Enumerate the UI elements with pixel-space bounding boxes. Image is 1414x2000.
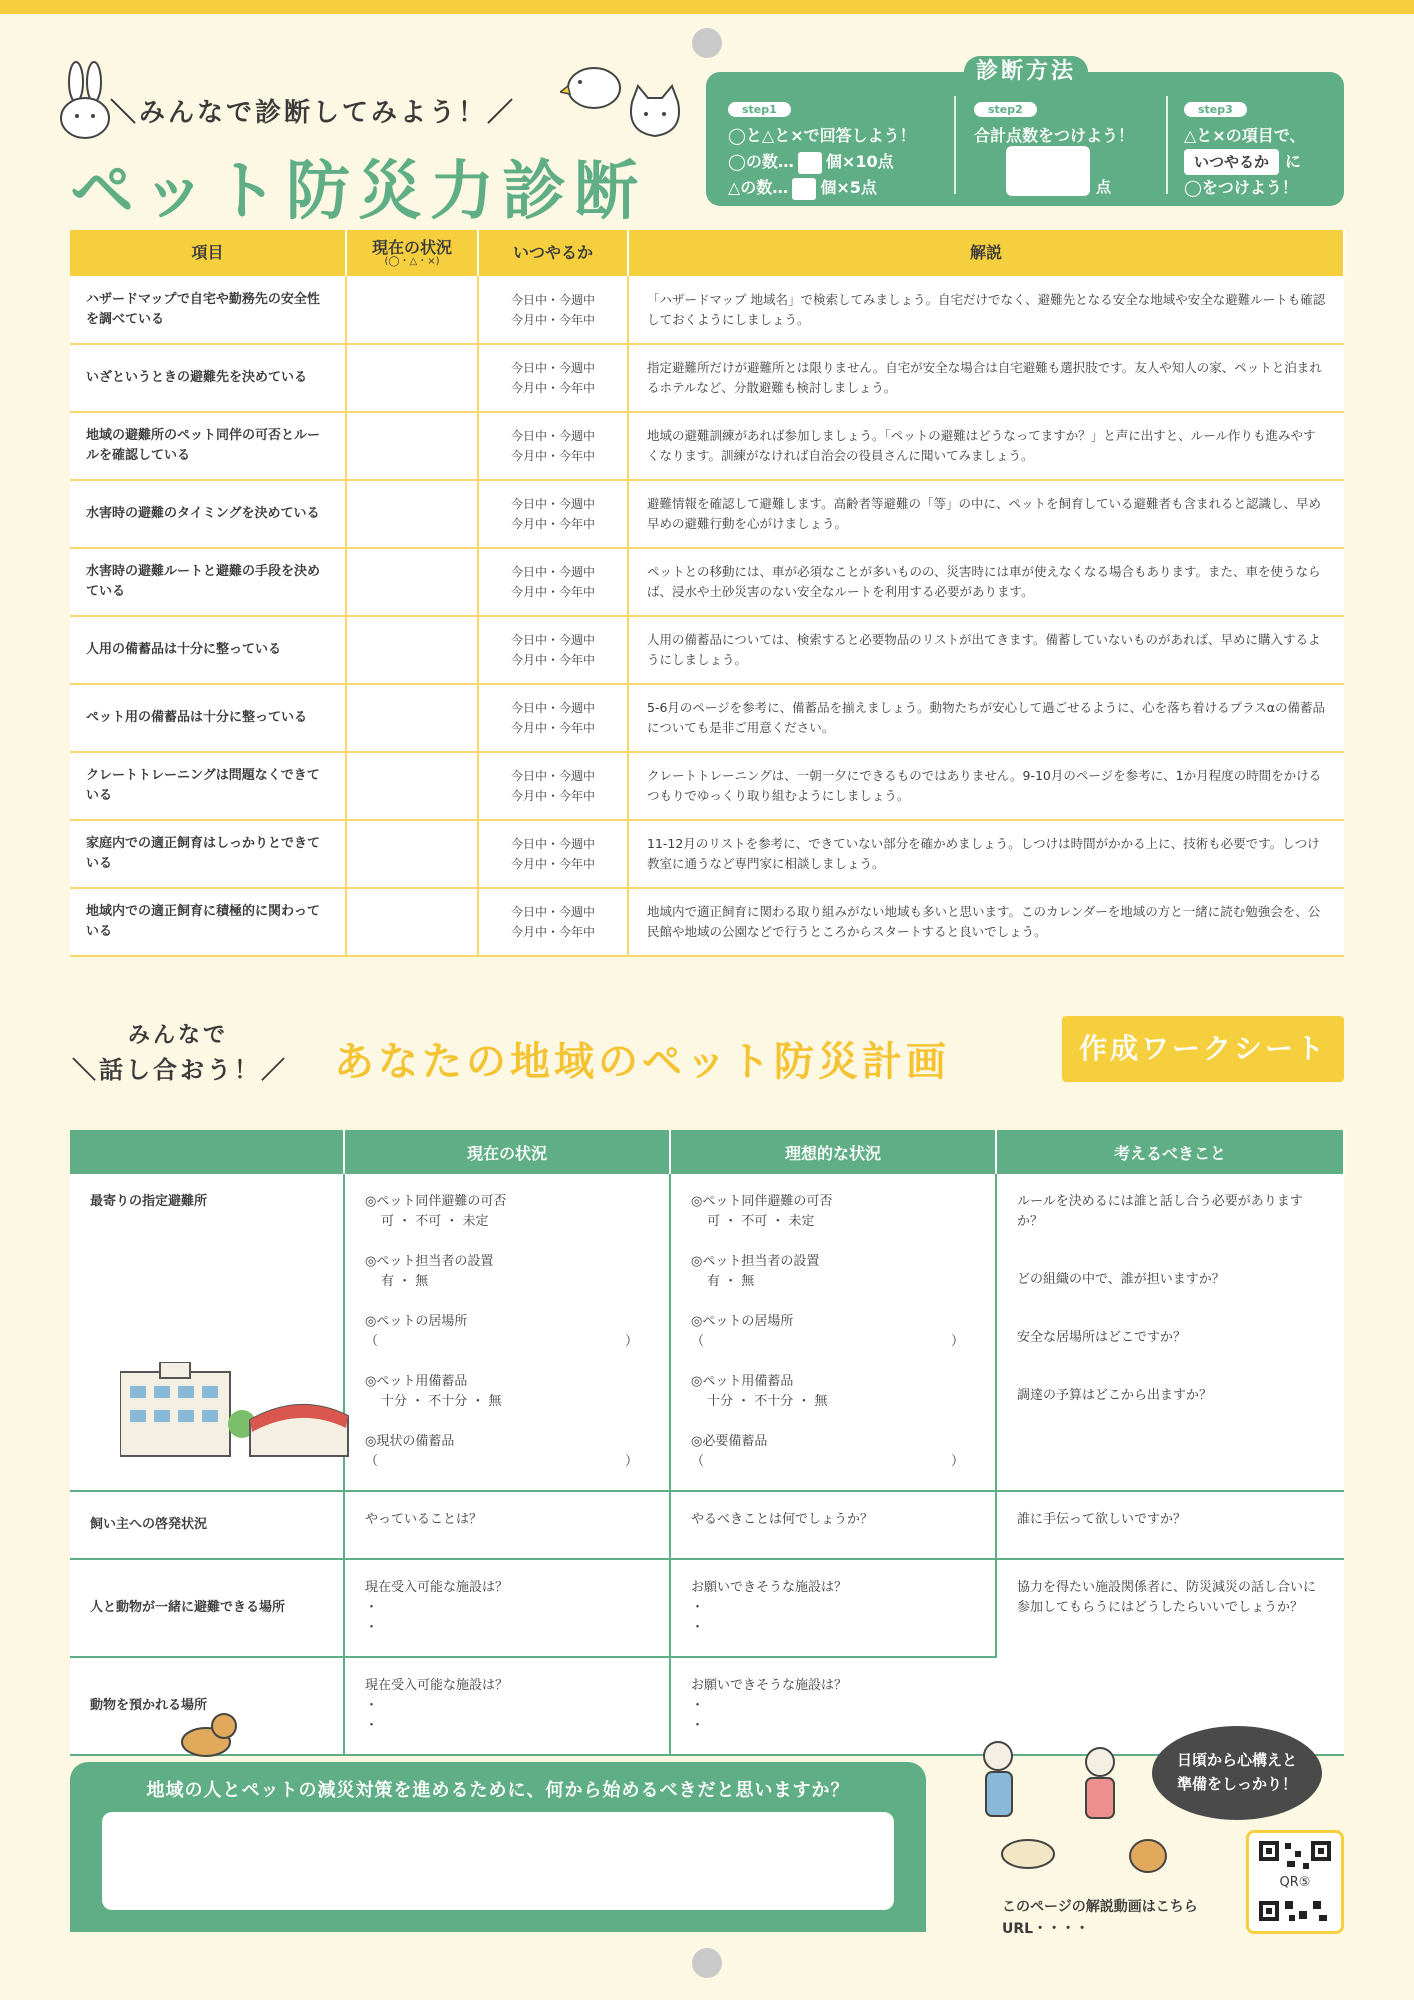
header-when: いつやるか [478,230,628,276]
current-accompany-options[interactable]: 可 ・ 不可 ・ 未定 [381,1214,489,1229]
total-score-box[interactable] [1006,146,1090,196]
diagnosis-row [70,412,1344,480]
ideal-place-field[interactable]: （ ） [691,1334,965,1349]
status-answer-cell[interactable] [346,684,478,752]
diagnosis-row [70,276,1344,344]
diagnosis-explanation: 「ハザードマップ 地域名」で検索してみましょう。自宅だけでなく、避難先となる安全な地域や安全な避難ルートも確認しておくようにしましょう。 [628,276,1344,344]
step3-instruction-2: ◯をつけよう！ [1184,178,1298,197]
when-option-line[interactable]: 今月中・今年中 [510,857,595,871]
step3-particle: に [1285,152,1302,171]
worksheet-header-current: 現在の状況 [344,1130,670,1174]
current-q-staff: ◎ペット担当者の設置 [365,1254,494,1269]
top-accent-bar [0,0,1414,14]
triangle-count-label: △の数… [728,178,789,197]
when-options[interactable] [478,684,628,752]
bullet: ・ [691,1600,705,1615]
ideal-accompany-options[interactable]: 可 ・ 不可 ・ 未定 [707,1214,815,1229]
section2-subtitle-1: みんなで [128,1023,229,1048]
diagnosis-item: 地域の避難所のペット同伴の可否とルールを確認している [70,412,346,480]
ideal-q-accompany: ◎ペット同伴避難の可否 [691,1194,833,1209]
think-item: どの組織の中で、誰が担いますか？ [1017,1272,1225,1287]
status-answer-cell[interactable] [346,480,478,548]
circle-points: 個×10点 [825,152,894,171]
together-current[interactable] [344,1559,670,1657]
when-option-line[interactable]: 今日中・今週中 [510,361,595,375]
worksheet-row-together [70,1559,1344,1657]
header-status-label: 現在の状況 [371,237,452,257]
section2-title: あなたの地域のペット防災計画 [334,1039,950,1085]
when-options[interactable] [478,616,628,684]
step3-label: step3 [1184,102,1247,117]
bullet: ・ [691,1698,705,1713]
bullet: ・ [365,1718,379,1733]
bird-illustration-icon [560,56,630,116]
discussion-answer-field[interactable] [102,1812,894,1910]
status-answer-cell[interactable] [346,344,478,412]
when-option-line[interactable]: 今日中・今週中 [510,769,595,783]
step1-triangle-count [728,175,916,201]
step1-label: step1 [728,102,791,117]
method-divider [954,96,956,194]
diagnosis-explanation: クレートトレーニングは、一朝一夕にできるものではありません。9-10月のページを参考に、1か月程度の時間をかけるつもりでゆっくり取り組むようにしましょう。 [628,752,1344,820]
page-title: ペット防災力診断 [70,155,646,229]
when-option-line[interactable]: 今日中・今週中 [510,565,595,579]
boarding-ideal-q: お願いできそうな施設は？ [691,1678,848,1693]
diagnosis-item: 地域内での適正飼育に積極的に関わっている [70,888,346,956]
header-status-note: (◯・△・×) [384,256,440,268]
when-option-line[interactable]: 今月中・今年中 [510,381,595,395]
status-answer-cell[interactable] [346,412,478,480]
diagnosis-item: 家庭内での適正飼育はしっかりとできている [70,820,346,888]
when-option-line[interactable]: 今月中・今年中 [510,789,595,803]
when-options[interactable] [478,276,628,344]
header-item: 項目 [70,230,346,276]
awareness-label: 飼い主への啓発状況 [70,1491,344,1559]
boarding-current[interactable] [344,1657,670,1755]
ideal-supplies-options[interactable]: 十分 ・ 不十分 ・ 無 [707,1394,828,1409]
diagnosis-row [70,548,1344,616]
status-answer-cell[interactable] [346,888,478,956]
worksheet-tag: 作成ワークシート [1062,1016,1344,1082]
current-q-supplies: ◎ペット用備蓄品 [365,1374,468,1389]
header-subtitle: ＼みんなで診断してみよう！／ [110,98,517,128]
boarding-current-q: 現在受入可能な施設は？ [365,1678,509,1693]
when-option-line[interactable]: 今日中・今週中 [510,633,595,647]
bullet: ・ [691,1620,705,1635]
when-options[interactable] [478,480,628,548]
video-note-line: このページの解説動画はこちら [1002,1899,1198,1915]
worksheet-table [70,1130,1345,1756]
qr-code[interactable] [1246,1830,1344,1934]
when-option-line[interactable]: 今月中・今年中 [510,653,595,667]
think-item: ルールを決めるには誰と話し合う必要がありますか？ [1017,1194,1303,1229]
diagnosis-item: 水害時の避難のタイミングを決めている [70,480,346,548]
status-answer-cell[interactable] [346,616,478,684]
bullet: ・ [691,1718,705,1733]
when-options[interactable] [478,752,628,820]
score-unit: 点 [1096,178,1112,196]
step1-circle-count [728,149,916,175]
status-answer-cell[interactable] [346,820,478,888]
step3-instruction: △と×の項目で、 [1184,126,1306,145]
diagnosis-row [70,616,1344,684]
diagnosis-item: ペット用の備蓄品は十分に整っている [70,684,346,752]
qr-pattern-icon [1259,1841,1331,1871]
diagnosis-explanation: 地域の避難訓練があれば参加しましょう。「ペットの避難はどうなってますか？」と声に出すと、ルール作りも進みやすくなります。訓練がなければ自治会の役員さんに聞いてみましょう。 [628,412,1344,480]
shelter-label-text: 最寄りの指定避難所 [90,1194,208,1209]
when-option-line[interactable]: 今月中・今年中 [510,449,595,463]
status-answer-cell[interactable] [346,752,478,820]
boarding-label: 動物を預かれる場所 [70,1657,344,1755]
current-q-stock: ◎現状の備蓄品 [365,1434,455,1449]
awareness-think: 誰に手伝って欲しいですか？ [996,1491,1344,1559]
diagnosis-header-row [70,230,1344,276]
diagnosis-item: 人用の備蓄品は十分に整っている [70,616,346,684]
diagnosis-row [70,684,1344,752]
ideal-stock-field[interactable]: （ ） [691,1454,965,1469]
ideal-q-place: ◎ペットの居場所 [691,1314,794,1329]
worksheet-row-shelter [70,1174,1344,1491]
diagnosis-explanation: 11-12月のリストを参考に、できていない部分を確かめましょう。しつけは時間がかかる上に、技術も必要です。しつけ教室に通うなど専門家に相談しましょう。 [628,820,1344,888]
header-status [346,230,478,276]
worksheet-header-ideal: 理想的な状況 [670,1130,996,1174]
section2-subtitle-2: ＼話し合おう！／ [72,1056,288,1084]
current-q-place: ◎ペットの居場所 [365,1314,468,1329]
shelter-ideal [670,1174,996,1491]
when-option-line[interactable]: 今月中・今年中 [510,721,595,735]
bubble-line: 準備をしっかり！ [1176,1775,1297,1793]
when-options[interactable] [478,548,628,616]
together-current-q: 現在受入可能な施設は？ [365,1580,509,1595]
video-url[interactable]: URL・・・・ [1002,1921,1090,1937]
discussion-box [70,1762,926,1932]
current-supplies-options[interactable]: 十分 ・ 不十分 ・ 無 [381,1394,502,1409]
when-options[interactable] [478,412,628,480]
method-divider [1166,96,1168,194]
shelter-think [996,1174,1344,1491]
when-option-line[interactable]: 今月中・今年中 [510,925,595,939]
diagnosis-explanation: 5-6月のページを参考に、備蓄品を揃えましょう。動物たちが安心して過ごせるように、心を落ち着けるプラスαの備蓄品についても是非ご用意ください。 [628,684,1344,752]
together-ideal-q: お願いできそうな施設は？ [691,1580,848,1595]
think-item: 安全な居場所はどこですか？ [1017,1330,1187,1345]
diagnosis-method-panel [706,59,1344,206]
qr-pattern-icon [1259,1897,1331,1927]
step2-label: step2 [974,102,1037,117]
bubble-line: 日頃から心構えと [1176,1751,1297,1769]
status-answer-cell[interactable] [346,548,478,616]
when-option-line[interactable]: 今日中・今週中 [510,701,595,715]
step2-instruction: 合計点数をつけよう！ [974,126,1135,145]
method-step3 [1184,98,1305,201]
together-label: 人と動物が一緒に避難できる場所 [70,1559,344,1657]
diagnosis-explanation: 指定避難所だけが避難所とは限りません。自宅が安全な場合は自宅避難も選択肢です。友人や知人の家、ペットと泊まれるホテルなど、分散避難も検討しましょう。 [628,344,1344,412]
think-item: 調達の予算はどこから出ますか？ [1017,1388,1213,1403]
binding-hole-bottom [692,1948,722,1978]
when-option-line[interactable]: 今月中・今年中 [510,517,595,531]
diagnosis-row [70,480,1344,548]
when-options[interactable] [478,344,628,412]
cat-illustration-icon [622,84,688,144]
bullet: ・ [365,1620,379,1635]
when-option-line[interactable]: 今月中・今年中 [510,585,595,599]
diagnosis-item: 水害時の避難ルートと避難の手段を決めている [70,548,346,616]
when-option-line[interactable]: 今日中・今週中 [510,837,595,851]
worksheet-header-row [70,1130,1344,1174]
diagnosis-explanation: 地域内で適正飼育に関わる取り組みがない地域も多いと思います。このカレンダーを地域の方と一緒に読む勉強会を、公民館や地域の公園などで行うところからスタートすると良いでしょう。 [628,888,1344,956]
diagnosis-explanation: ペットとの移動には、車が必須なことが多いものの、災害時には車が使えなくなる場合もあります。また、車を使うならば、浸水や土砂災害のない安全なルートを利用する必要があります。 [628,548,1344,616]
method-step2 [974,98,1134,149]
ideal-staff-options[interactable]: 有 ・ 無 [707,1274,755,1289]
when-option-line[interactable]: 今月中・今年中 [510,312,595,327]
bullet: ・ [365,1698,379,1713]
bullet: ・ [365,1600,379,1615]
discussion-question: 地域の人とペットの減災対策を進めるために、何から始めるべきだと思いますか？ [146,1780,850,1801]
header-explanation: 解説 [628,230,1344,276]
when-options[interactable] [478,820,628,888]
qr-label: QR⑤ [1279,1875,1311,1890]
step3-tag-line [1184,149,1305,175]
shelter-current [344,1174,670,1491]
current-q-accompany: ◎ペット同伴避難の可否 [365,1194,507,1209]
method-title: 診断方法 [964,56,1088,88]
facility-think: 協力を得たい施設関係者に、防災減災の話し合いに参加してもらうにはどうしたらいいでしょうか？ [996,1559,1344,1755]
diagnosis-row [70,820,1344,888]
boarding-ideal[interactable] [670,1657,996,1755]
worksheet-header-think: 考えるべきこと [996,1130,1344,1174]
diagnosis-item: いざというときの避難先を決めている [70,344,346,412]
video-note [1002,1896,1198,1940]
when-option-line[interactable]: 今日中・今週中 [510,429,595,443]
diagnosis-item: クレートトレーニングは問題なくできている [70,752,346,820]
circle-count-box[interactable] [798,152,822,174]
rabbit-illustration-icon [40,60,130,150]
triangle-points: 個×5点 [820,178,877,197]
when-options[interactable] [478,888,628,956]
diagnosis-explanation: 人用の備蓄品については、検索すると必要物品のリストが出てきます。備蓄していないものがあれば、早めに購入するようにしましょう。 [628,616,1344,684]
step3-tag: いつやるか [1184,149,1279,175]
step1-instruction: ◯と△と×で回答しよう！ [728,126,916,145]
diagnosis-table [70,230,1345,957]
when-option-line[interactable]: 今日中・今週中 [510,905,595,919]
circle-count-label: ◯の数… [728,152,794,171]
family-walking-illustration-icon [968,1736,1188,1886]
ideal-q-supplies: ◎ペット用備蓄品 [691,1374,794,1389]
shelter-label [70,1174,344,1491]
awareness-current[interactable]: やっていることは？ [344,1491,670,1559]
current-staff-options[interactable]: 有 ・ 無 [381,1274,429,1289]
awareness-ideal[interactable]: やるべきことは何でしょうか？ [670,1491,996,1559]
when-option-line[interactable]: 今日中・今週中 [510,497,595,511]
current-stock-field[interactable]: （ ） [365,1454,639,1469]
diagnosis-row [70,752,1344,820]
diagnosis-row [70,344,1344,412]
ideal-q-staff: ◎ペット担当者の設置 [691,1254,820,1269]
method-step1 [728,98,916,201]
diagnosis-row [70,888,1344,956]
worksheet-header-blank [70,1130,344,1174]
worksheet-row-awareness [70,1491,1344,1559]
diagnosis-item: ハザードマップで自宅や勤務先の安全性を調べている [70,276,346,344]
when-option-line[interactable]: 今日中・今週中 [510,292,595,307]
school-building-icon [120,1362,350,1458]
triangle-count-box[interactable] [792,178,816,200]
status-answer-cell[interactable] [346,276,478,344]
dog-illustration-icon [170,1706,240,1762]
diagnosis-explanation: 避難情報を確認して避難します。高齢者等避難の「等」の中に、ペットを飼育している避難者も含まれると認識し、早め早めの避難行動を心がけましょう。 [628,480,1344,548]
ideal-q-stock: ◎必要備蓄品 [691,1434,768,1449]
current-place-field[interactable]: （ ） [365,1334,639,1349]
binding-hole-top [692,28,722,58]
together-ideal[interactable] [670,1559,996,1657]
